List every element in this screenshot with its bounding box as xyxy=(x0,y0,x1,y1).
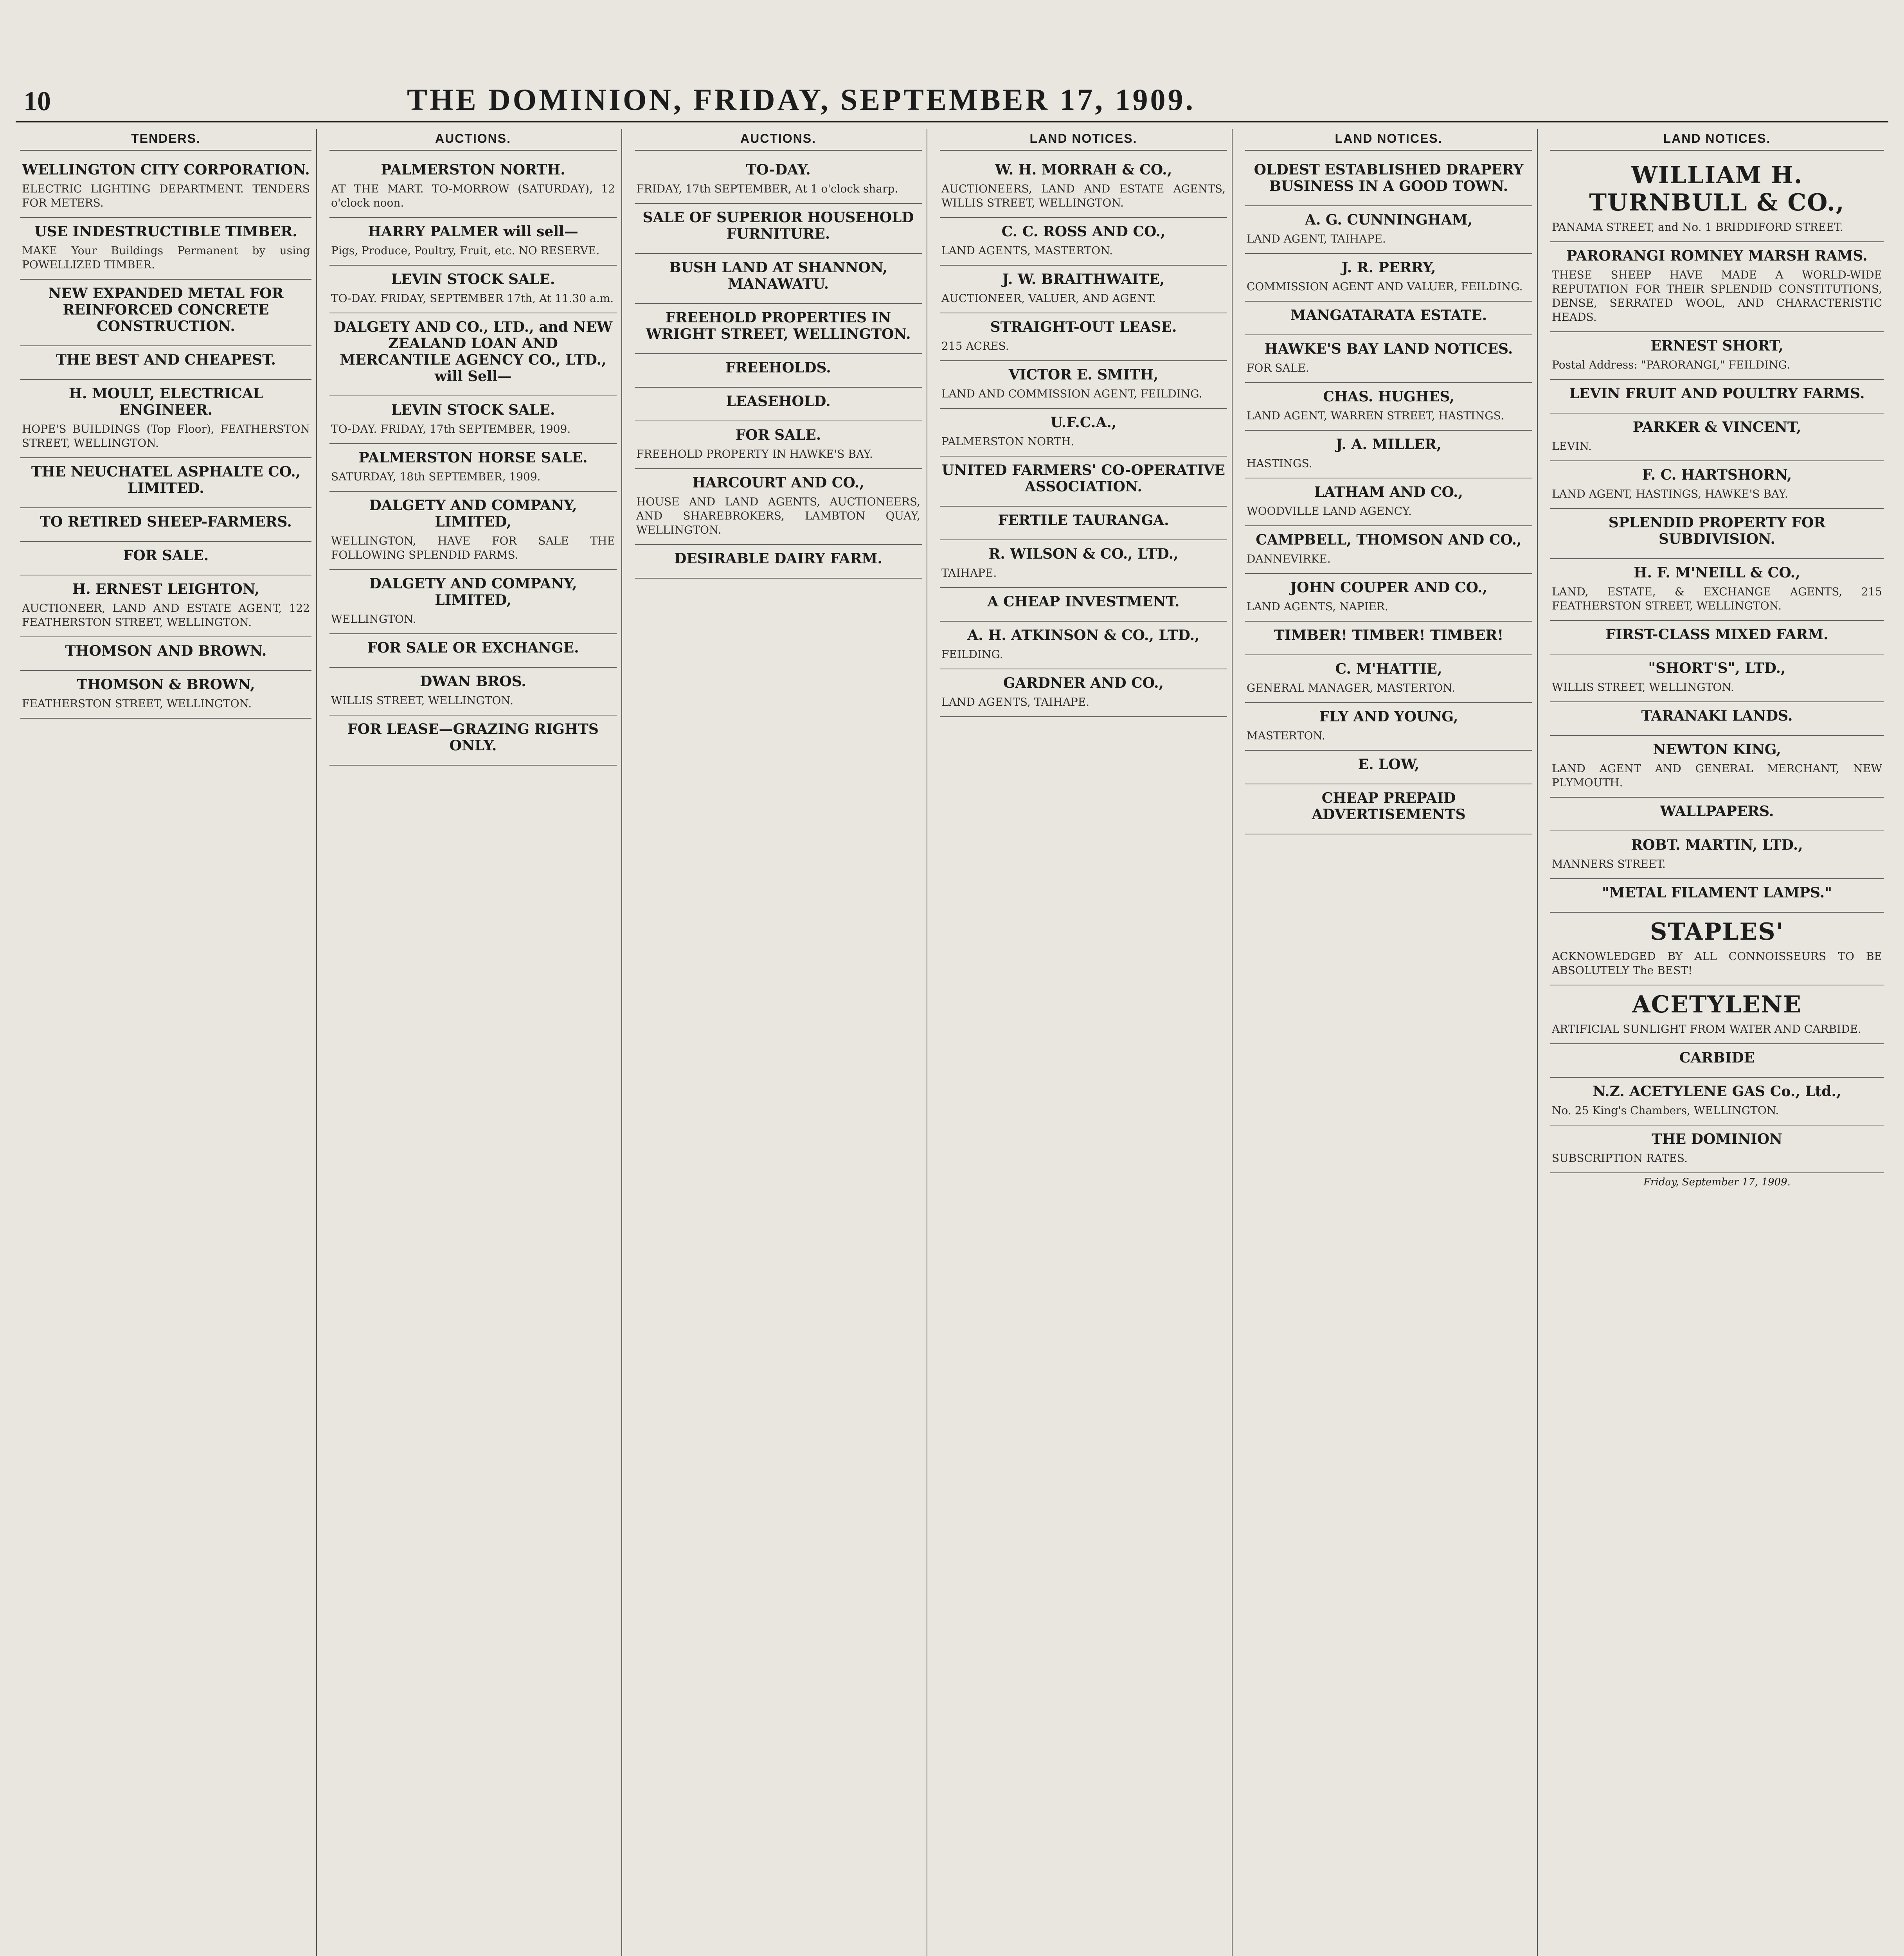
advertisement xyxy=(20,542,311,575)
column-heading: LAND NOTICES. xyxy=(1245,129,1532,151)
ad-title: CAMPBELL, THOMSON AND CO., xyxy=(1256,532,1522,548)
advertisement xyxy=(1550,413,1884,461)
advertisement xyxy=(1550,559,1884,621)
column-land-notices-3 xyxy=(1546,129,1888,1956)
ad-title: FREEHOLD PROPERTIES IN WRIGHT STREET, WELLINGTON. xyxy=(646,309,911,342)
ad-title: LEVIN STOCK SALE. xyxy=(391,271,555,288)
ad-title: TIMBER! TIMBER! TIMBER! xyxy=(1274,627,1504,644)
column-tenders xyxy=(16,129,317,1956)
ad-title: CHAS. HUGHES, xyxy=(1323,388,1454,405)
ad-title: TARANAKI LANDS. xyxy=(1641,708,1793,724)
advertisement xyxy=(1550,831,1884,879)
ad-title: MANGATARATA ESTATE. xyxy=(1290,307,1487,324)
columns xyxy=(16,129,1888,1956)
ad-body: AUCTIONEER, LAND AND ESTATE AGENT, 122 FEATHERSTON STREET, WELLINGTON. xyxy=(22,602,310,629)
ad-title: ROBT. MARTIN, LTD., xyxy=(1631,837,1803,853)
advertisement xyxy=(1245,622,1532,655)
ad-title: THE DOMINION xyxy=(1651,1131,1783,1147)
ad-title: H. F. M'NEILL & CO., xyxy=(1634,565,1800,581)
advertisement xyxy=(1550,1078,1884,1125)
ad-body: WELLINGTON. xyxy=(331,613,416,626)
advertisement xyxy=(1550,879,1884,913)
advertisement xyxy=(940,669,1227,717)
ad-title: A. H. ATKINSON & CO., LTD., xyxy=(967,627,1200,644)
advertisement xyxy=(940,218,1227,266)
advertisement xyxy=(329,218,617,266)
ad-title: "METAL FILAMENT LAMPS." xyxy=(1602,885,1832,901)
advertisement xyxy=(1550,798,1884,831)
ad-title: CARBIDE xyxy=(1679,1050,1755,1066)
advertisement xyxy=(1245,526,1532,574)
ad-title: J. A. MILLER, xyxy=(1336,436,1441,453)
ad-title: J. W. BRAITHWAITE, xyxy=(1002,271,1165,288)
column-auctions-1 xyxy=(325,129,622,1956)
column-land-notices-1 xyxy=(935,129,1233,1956)
ad-title: F. C. HARTSHORN, xyxy=(1642,467,1792,483)
advertisement xyxy=(1245,206,1532,254)
advertisement xyxy=(1550,654,1884,702)
ad-title: E. LOW, xyxy=(1358,756,1420,773)
ad-body: Pigs, Produce, Poultry, Fruit, etc. NO RESERVE. xyxy=(331,244,600,257)
advertisement xyxy=(1550,985,1884,1044)
advertisement xyxy=(329,668,617,716)
advertisement xyxy=(1550,1044,1884,1078)
advertisement xyxy=(1550,621,1884,654)
advertisement xyxy=(1550,736,1884,798)
advertisement xyxy=(940,588,1227,622)
ad-body: THESE SHEEP HAVE MADE A WORLD-WIDE REPUTATION FOR THEIR SPLENDID CONSTITUTIONS, DENSE, SERRATED WOOL, AND CHARACTERISTIC HEADS. xyxy=(1552,268,1882,324)
advertisement xyxy=(20,637,311,671)
ad-title: WELLINGTON CITY CORPORATION. xyxy=(22,162,310,178)
ad-body: MAKE Your Buildings Permanent by using POWELLIZED TIMBER. xyxy=(22,244,310,271)
ad-body: PALMERSTON NORTH. xyxy=(941,435,1074,448)
ad-title: FREEHOLDS. xyxy=(725,360,831,376)
ad-title: NEWTON KING, xyxy=(1653,741,1781,758)
advertisement xyxy=(940,313,1227,361)
ad-body: 215 ACRES. xyxy=(941,340,1009,352)
ad-body: FRIDAY, 17th SEPTEMBER, At 1 o'clock sharp. xyxy=(636,182,898,195)
page-title: THE DOMINION, FRIDAY, SEPTEMBER 17, 1909. xyxy=(407,83,1195,117)
ad-title: ACETYLENE xyxy=(1632,991,1802,1018)
advertisement xyxy=(635,388,922,421)
advertisement xyxy=(20,508,311,542)
advertisement xyxy=(1550,156,1884,242)
ad-title: A CHEAP INVESTMENT. xyxy=(987,593,1180,610)
ad-title: FOR LEASE—GRAZING RIGHTS ONLY. xyxy=(347,721,599,754)
ad-title: J. R. PERRY, xyxy=(1341,259,1436,276)
ad-title: SALE OF SUPERIOR HOUSEHOLD FURNITURE. xyxy=(642,209,914,242)
ad-body: AUCTIONEER, VALUER, AND AGENT. xyxy=(941,292,1156,305)
ad-body: GENERAL MANAGER, MASTERTON. xyxy=(1247,681,1455,694)
ad-title: TO-DAY. xyxy=(746,162,811,178)
ad-body: FOR SALE. xyxy=(1247,361,1309,374)
ad-body: WOODVILLE LAND AGENCY. xyxy=(1247,505,1412,518)
ad-title: VICTOR E. SMITH, xyxy=(1008,367,1159,383)
advertisement xyxy=(329,396,617,444)
ad-body: LAND AGENTS, MASTERTON. xyxy=(941,244,1113,257)
ad-title: U.F.C.A., xyxy=(1050,414,1117,431)
ad-title: DALGETY AND COMPANY, LIMITED, xyxy=(369,575,577,608)
ad-body: LAND AGENTS, NAPIER. xyxy=(1247,600,1388,613)
advertisement xyxy=(329,266,617,313)
ad-title: THE NEUCHATEL ASPHALTE CO., LIMITED. xyxy=(31,464,301,496)
ad-title: N.Z. ACETYLENE GAS Co., Ltd., xyxy=(1593,1083,1841,1100)
ad-title: FERTILE TAURANGA. xyxy=(998,512,1169,529)
ad-title: FLY AND YOUNG, xyxy=(1319,708,1458,725)
page-number: 10 xyxy=(23,86,51,117)
column-heading: TENDERS. xyxy=(20,129,311,151)
advertisement xyxy=(20,218,311,280)
ad-body: LAND AGENT, HASTINGS, HAWKE'S BAY. xyxy=(1552,487,1788,500)
column-heading: LAND NOTICES. xyxy=(940,129,1227,151)
ad-title: DALGETY AND CO., LTD., and NEW ZEALAND LOAN AND MERCANTILE AGENCY CO., LTD., will Sell— xyxy=(333,319,613,385)
column-land-notices-2 xyxy=(1240,129,1538,1956)
ad-title: OLDEST ESTABLISHED DRAPERY BUSINESS IN A GOOD TOWN. xyxy=(1254,162,1524,194)
ad-title: WALLPAPERS. xyxy=(1660,803,1774,820)
advertisement xyxy=(329,634,617,668)
advertisement xyxy=(329,313,617,396)
ad-title: JOHN COUPER AND CO., xyxy=(1290,579,1487,596)
ad-title: A. G. CUNNINGHAM, xyxy=(1305,212,1473,228)
ad-body: WILLIS STREET, WELLINGTON. xyxy=(331,694,513,707)
ad-body: FREEHOLD PROPERTY IN HAWKE'S BAY. xyxy=(636,448,873,460)
ad-title: DALGETY AND COMPANY, LIMITED, xyxy=(369,497,577,530)
ad-title: UNITED FARMERS' CO-OPERATIVE ASSOCIATION. xyxy=(941,462,1226,495)
ad-title: W. H. MORRAH & CO., xyxy=(995,162,1172,178)
ad-title: SPLENDID PROPERTY FOR SUBDIVISION. xyxy=(1608,514,1826,547)
advertisement xyxy=(635,254,922,304)
ad-title: "SHORT'S", LTD., xyxy=(1648,660,1786,676)
ad-body: MANNERS STREET. xyxy=(1552,858,1666,870)
advertisement xyxy=(1245,574,1532,622)
ad-title: H. ERNEST LEIGHTON, xyxy=(72,581,259,597)
ad-title: HARRY PALMER will sell— xyxy=(368,223,578,240)
ad-body: Postal Address: "PARORANGI," FEILDING. xyxy=(1552,358,1790,371)
ad-title: HARCOURT AND CO., xyxy=(692,475,864,491)
advertisement xyxy=(329,492,617,570)
ad-title: NEW EXPANDED METAL FOR REINFORCED CONCRETE CONSTRUCTION. xyxy=(48,285,284,334)
ad-title: PALMERSTON HORSE SALE. xyxy=(358,449,588,466)
advertisement xyxy=(1245,302,1532,335)
ad-title: FIRST-CLASS MIXED FARM. xyxy=(1605,626,1828,643)
advertisement xyxy=(635,354,922,388)
advertisement xyxy=(940,266,1227,313)
ad-title: LEVIN FRUIT AND POULTRY FARMS. xyxy=(1569,385,1865,402)
ad-body: SUBSCRIPTION RATES. xyxy=(1552,1152,1688,1165)
column-heading: LAND NOTICES. xyxy=(1550,129,1884,151)
ad-body: HOUSE AND LAND AGENTS, AUCTIONEERS, AND SHAREBROKERS, LAMBTON QUAY, WELLINGTON. xyxy=(636,495,920,536)
ad-title: H. MOULT, ELECTRICAL ENGINEER. xyxy=(68,385,263,418)
advertisement xyxy=(940,457,1227,507)
ad-body: FEATHERSTON STREET, WELLINGTON. xyxy=(22,697,252,710)
advertisement xyxy=(20,156,311,218)
ad-title: DESIRABLE DAIRY FARM. xyxy=(674,550,882,567)
ad-body: LAND AND COMMISSION AGENT, FEILDING. xyxy=(941,387,1202,400)
advertisement xyxy=(1550,913,1884,985)
advertisement xyxy=(635,204,922,254)
ad-title: TO RETIRED SHEEP-FARMERS. xyxy=(40,514,292,530)
advertisement xyxy=(1245,655,1532,703)
advertisement xyxy=(329,570,617,634)
ad-body: LEVIN. xyxy=(1552,440,1592,453)
advertisement xyxy=(329,444,617,492)
advertisement xyxy=(329,156,617,218)
advertisement xyxy=(940,409,1227,457)
advertisement xyxy=(1245,156,1532,206)
column-heading: AUCTIONS. xyxy=(329,129,617,151)
ad-title: THOMSON AND BROWN. xyxy=(65,643,267,659)
ad-body: PANAMA STREET, and No. 1 BRIDDIFORD STREET. xyxy=(1552,221,1843,234)
advertisement xyxy=(1245,431,1532,478)
advertisement xyxy=(329,716,617,766)
advertisement xyxy=(1550,332,1884,380)
ad-body: WILLIS STREET, WELLINGTON. xyxy=(1552,681,1734,694)
ad-body: ELECTRIC LIGHTING DEPARTMENT. TENDERS FOR METERS. xyxy=(22,182,310,209)
ad-title: WILLIAM H. TURNBULL & CO., xyxy=(1589,162,1845,216)
ad-body: COMMISSION AGENT AND VALUER, FEILDING. xyxy=(1247,280,1523,293)
advertisement xyxy=(20,575,311,637)
ad-title: GARDNER AND CO., xyxy=(1003,675,1164,691)
ad-title: DWAN BROS. xyxy=(420,673,526,690)
ad-body: FEILDING. xyxy=(941,648,1003,661)
advertisement xyxy=(635,421,922,469)
ad-body: WELLINGTON, HAVE FOR SALE THE FOLLOWING SPLENDID FARMS. xyxy=(331,534,615,561)
ad-body: LAND AGENT, WARREN STREET, HASTINGS. xyxy=(1247,409,1504,422)
column-auctions-2 xyxy=(630,129,927,1956)
advertisement xyxy=(20,458,311,508)
ad-body: HASTINGS. xyxy=(1247,457,1312,470)
advertisement xyxy=(1245,335,1532,383)
ad-title: ERNEST SHORT, xyxy=(1650,338,1783,354)
ad-body: TAIHAPE. xyxy=(941,566,997,579)
advertisement xyxy=(1550,702,1884,736)
ad-title: STAPLES' xyxy=(1650,918,1784,946)
advertisement xyxy=(1550,242,1884,332)
ad-title: LEVIN STOCK SALE. xyxy=(391,402,555,418)
ad-body: MASTERTON. xyxy=(1247,729,1326,742)
advertisement xyxy=(1245,254,1532,302)
ad-body: LAND, ESTATE, & EXCHANGE AGENTS, 215 FEATHERSTON STREET, WELLINGTON. xyxy=(1552,585,1882,612)
advertisement xyxy=(20,380,311,458)
ad-title: FOR SALE. xyxy=(735,427,821,443)
advertisement xyxy=(1245,383,1532,431)
advertisement xyxy=(1245,751,1532,784)
footer-date: Friday, September 17, 1909. xyxy=(1643,1176,1791,1188)
ad-title: LATHAM AND CO., xyxy=(1314,484,1463,500)
ad-title: CHEAP PREPAID ADVERTISEMENTS xyxy=(1312,790,1466,823)
ad-body: LAND AGENTS, TAIHAPE. xyxy=(941,696,1090,708)
ad-body: HOPE'S BUILDINGS (Top Floor), FEATHERSTON STREET, WELLINGTON. xyxy=(22,422,310,449)
ad-body: AUCTIONEERS, LAND AND ESTATE AGENTS, WILLIS STREET, WELLINGTON. xyxy=(941,182,1226,209)
advertisement xyxy=(1550,1125,1884,1173)
advertisement xyxy=(940,361,1227,409)
ad-title: R. WILSON & CO., LTD., xyxy=(988,546,1179,562)
advertisement xyxy=(635,304,922,354)
ad-title: PARORANGI ROMNEY MARSH RAMS. xyxy=(1566,248,1868,264)
advertisement xyxy=(1245,784,1532,834)
advertisement xyxy=(940,540,1227,588)
ad-body: DANNEVIRKE. xyxy=(1247,552,1331,565)
advertisement xyxy=(940,622,1227,669)
advertisement xyxy=(1550,380,1884,413)
ad-body: No. 25 King's Chambers, WELLINGTON. xyxy=(1552,1104,1779,1117)
ad-title: FOR SALE OR EXCHANGE. xyxy=(367,640,579,656)
ad-title: STRAIGHT-OUT LEASE. xyxy=(990,319,1177,335)
ad-title: PARKER & VINCENT, xyxy=(1632,419,1801,435)
ad-title: USE INDESTRUCTIBLE TIMBER. xyxy=(34,223,297,240)
ad-title: FOR SALE. xyxy=(123,547,209,564)
advertisement xyxy=(635,469,922,545)
ad-body: LAND AGENT, TAIHAPE. xyxy=(1247,232,1386,245)
ad-title: C. C. ROSS AND CO., xyxy=(1001,223,1166,240)
advertisement xyxy=(1550,461,1884,509)
advertisement xyxy=(940,507,1227,540)
advertisement xyxy=(20,671,311,719)
advertisement xyxy=(635,156,922,204)
ad-body: AT THE MART. TO-MORROW (SATURDAY), 12 o'clock noon. xyxy=(331,182,615,209)
ad-body: ARTIFICIAL SUNLIGHT FROM WATER AND CARBIDE. xyxy=(1552,1023,1861,1036)
ad-body: SATURDAY, 18th SEPTEMBER, 1909. xyxy=(331,470,541,483)
ad-title: THE BEST AND CHEAPEST. xyxy=(56,352,276,368)
advertisement xyxy=(1245,703,1532,751)
masthead xyxy=(16,78,1888,122)
advertisement xyxy=(635,545,922,579)
advertisement xyxy=(1245,478,1532,526)
ad-title: C. M'HATTIE, xyxy=(1335,661,1442,677)
ad-title: HAWKE'S BAY LAND NOTICES. xyxy=(1264,341,1513,357)
ad-body: TO-DAY. FRIDAY, 17th SEPTEMBER, 1909. xyxy=(331,422,571,435)
advertisement xyxy=(1550,509,1884,559)
ad-title: LEASEHOLD. xyxy=(726,393,831,410)
ad-body: TO-DAY. FRIDAY, SEPTEMBER 17th, At 11.30 a.m. xyxy=(331,292,614,305)
column-heading: AUCTIONS. xyxy=(635,129,922,151)
ad-title: THOMSON & BROWN, xyxy=(77,676,255,693)
advertisement xyxy=(20,280,311,346)
advertisement xyxy=(940,156,1227,218)
ad-title: BUSH LAND AT SHANNON, MANAWATU. xyxy=(669,259,887,292)
ad-title: PALMERSTON NORTH. xyxy=(381,162,565,178)
ad-body: ACKNOWLEDGED BY ALL CONNOISSEURS TO BE ABSOLUTELY The BEST! xyxy=(1552,950,1882,977)
ad-body: LAND AGENT AND GENERAL MERCHANT, NEW PLYMOUTH. xyxy=(1552,762,1882,789)
advertisement xyxy=(20,346,311,380)
